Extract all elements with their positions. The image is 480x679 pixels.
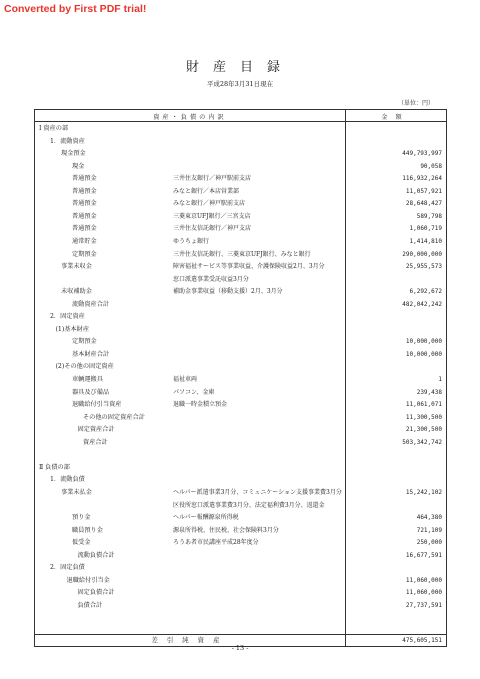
table-row: [35, 424, 446, 435]
row-amount: 90,058: [420, 162, 442, 170]
row-label: 基本財産合計: [72, 350, 110, 358]
row-amount: 464,380: [416, 514, 442, 522]
table-row: [35, 274, 446, 285]
unit-label: （単位：円）: [397, 100, 434, 107]
table-row: [35, 211, 446, 222]
row-amount: 721,109: [416, 526, 442, 534]
header-amount: 金額: [381, 114, 410, 121]
table-row: [35, 324, 446, 335]
row-description: ろうあ者市民講座平成28年度分: [173, 539, 259, 547]
net-assets-amount: 475,605,151: [402, 637, 442, 644]
table-row: [35, 336, 446, 347]
row-description: ヘルパー報酬源泉所得税: [173, 514, 239, 522]
table-row: [35, 261, 446, 272]
row-label: 退職給付引当資産: [72, 401, 122, 409]
row-description: みなと銀行／神戸駅前支店: [173, 200, 246, 208]
row-label: 流動資産合計: [72, 300, 110, 308]
table-row: [35, 148, 446, 159]
row-amount: 1: [438, 376, 442, 383]
row-description: 三井住友信託銀行、三菱東京UFJ銀行、みなと銀行: [173, 250, 311, 258]
table-row: [35, 361, 446, 372]
table-row: [35, 562, 446, 573]
row-amount: 1,060,719: [409, 225, 442, 233]
row-label: 現金預金: [61, 150, 86, 158]
table-row: [35, 587, 446, 598]
table-row: [35, 462, 446, 473]
table-row: [35, 374, 446, 385]
table-row: [35, 311, 446, 322]
table-row: [35, 500, 446, 511]
row-amount: 116,932,264: [402, 175, 442, 183]
row-description: 窓口派遣事業受託収益3月分: [173, 275, 249, 283]
row-label: 退職給付引当金: [66, 576, 110, 584]
table-row: [35, 600, 446, 611]
row-description: 三井住友銀行／神戸駅前支店: [173, 175, 252, 183]
row-amount: 11,300,500: [405, 413, 442, 421]
row-label: Ⅱ 負債の部: [39, 463, 70, 471]
page-number: - 13 -: [231, 644, 249, 652]
row-label: 職員預り金: [72, 526, 103, 534]
row-description: 福祉車両: [173, 376, 198, 383]
row-label: 仮受金: [72, 539, 91, 547]
row-amount: 482,042,242: [402, 300, 442, 308]
table-row: [35, 173, 446, 184]
table-row: [35, 349, 446, 360]
row-label: 預り金: [72, 514, 91, 522]
row-label: 定期預金: [72, 250, 97, 258]
row-amount: 21,300,500: [405, 426, 442, 434]
row-description: 区役所窓口派遣事業費3月分、法定福利費3月分、返還金: [173, 501, 325, 509]
row-label: 普通預金: [72, 225, 97, 233]
table-row: [35, 474, 446, 485]
row-amount: 16,677,591: [405, 551, 442, 559]
table-row: [35, 437, 446, 448]
row-label: (2)その他の固定資産: [55, 363, 114, 371]
row-description: 障害福祉サービス等事業収益、介護保険収益2月、3月分: [173, 263, 325, 271]
table-row: [35, 575, 446, 586]
table-row: [35, 399, 446, 410]
table-row: [35, 186, 446, 197]
header-label: 資産・負債の内訳: [153, 114, 227, 121]
table-row: [35, 412, 446, 423]
row-amount: 11,060,000: [405, 589, 442, 597]
table-row: [35, 299, 446, 310]
row-description: 三井住友信託銀行／神戸支店: [173, 225, 252, 233]
row-label: 1．流動資産: [50, 137, 85, 145]
inventory-table: [34, 109, 447, 647]
row-amount: 25,955,573: [405, 263, 442, 271]
row-label: 2．固定資産: [50, 313, 85, 321]
row-label: 固定資産合計: [77, 426, 115, 434]
row-amount: 239,438: [416, 388, 442, 396]
row-amount: 589,798: [416, 212, 442, 220]
row-description: 退職一時金積立預金: [173, 401, 228, 409]
table-row: [35, 525, 446, 536]
table-row: [35, 550, 446, 561]
row-amount: 27,737,591: [405, 601, 442, 609]
row-description: みなと銀行／本店営業部: [173, 187, 240, 195]
row-label: 固定負債合計: [77, 589, 115, 597]
table-row: [35, 198, 446, 209]
row-amount: 449,793,997: [402, 150, 442, 158]
table-row: [35, 223, 446, 234]
row-label: 車輌運搬具: [72, 376, 103, 383]
row-label: 普通預金: [72, 175, 97, 183]
row-description: 源泉所得税、住民税、社会保険料3月分: [173, 526, 279, 534]
row-label: 事業未払金: [61, 488, 92, 496]
row-label: 普通預金: [72, 187, 97, 195]
table-row: [35, 537, 446, 548]
row-label: 普通預金: [72, 200, 97, 208]
header-divider: [35, 121, 446, 122]
row-description: ゆうちょ銀行: [173, 237, 210, 245]
page-title: 財産目録: [185, 60, 294, 75]
row-amount: 11,057,921: [405, 187, 442, 195]
row-label: 負債合計: [77, 601, 103, 609]
table-row: [35, 136, 446, 147]
row-amount: 11,061,071: [405, 401, 442, 409]
row-label: 未収補助金: [61, 288, 92, 296]
row-label: 定期預金: [72, 338, 97, 346]
row-label: 流動負債合計: [77, 551, 115, 559]
table-row: [35, 123, 446, 134]
table-row: [35, 449, 446, 460]
row-amount: 503,342,742: [402, 438, 442, 446]
net-assets-label: 差引純資産: [151, 636, 229, 644]
row-amount: 10,000,000: [405, 338, 442, 346]
table-row: [35, 512, 446, 523]
row-label: その他の固定資産合計: [83, 413, 145, 421]
row-label: 普通預金: [72, 212, 97, 220]
row-amount: 10,000,000: [405, 350, 442, 358]
row-description: ヘルパー派遣事業3月分、コミュニケーション支援事業費3月分: [173, 488, 342, 496]
row-label: (1)基本財産: [55, 325, 90, 333]
row-label: 1．流動負債: [50, 476, 85, 484]
row-amount: 11,060,000: [405, 576, 442, 584]
row-amount: 290,000,000: [402, 250, 442, 258]
row-label: 2．固定負債: [50, 564, 85, 572]
row-label: 事業未収金: [61, 263, 92, 271]
row-amount: 15,242,102: [405, 488, 442, 496]
row-label: 通常貯金: [72, 237, 97, 245]
table-row: [35, 387, 446, 398]
row-description: 補助金事業収益（移動支援）2月、3月分: [173, 288, 283, 296]
row-amount: 28,648,427: [405, 200, 442, 208]
row-amount: 6,292,672: [409, 288, 442, 296]
table-row: [35, 161, 446, 172]
table-row: [35, 487, 446, 498]
table-row: [35, 236, 446, 247]
row-label: 器具及び備品: [72, 388, 110, 396]
row-description: 三菱東京UFJ銀行／三宮支店: [173, 212, 251, 220]
row-label: 現金: [72, 162, 85, 170]
table-row: [35, 249, 446, 260]
row-amount: 1,414,810: [409, 237, 442, 245]
row-amount: 250,000: [416, 539, 442, 547]
table-row: [35, 286, 446, 297]
row-label: 資産合計: [83, 438, 108, 446]
row-description: パソコン、金庫: [173, 388, 215, 396]
row-label: Ⅰ 資産の部: [39, 125, 69, 132]
report-date: 平成28年3月31日現在: [206, 80, 274, 88]
watermark: Converted by First PDF trial!: [4, 3, 147, 15]
